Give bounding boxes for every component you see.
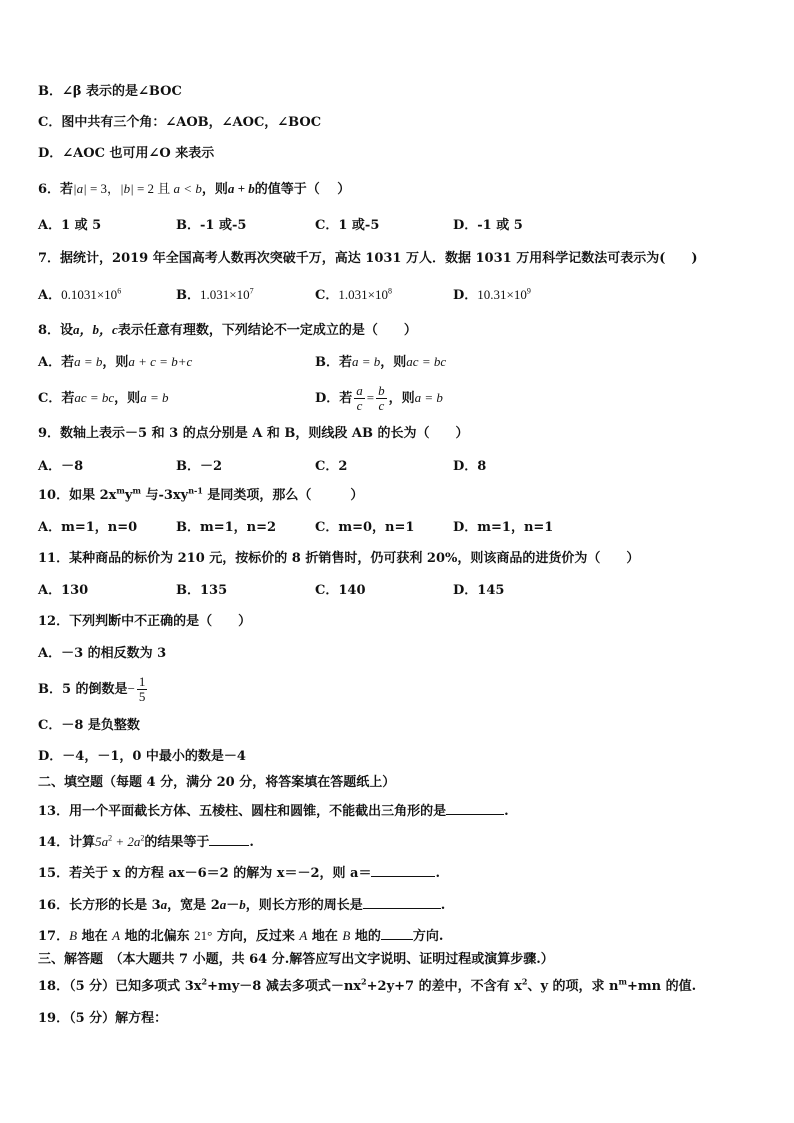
q6-expr: a + b	[227, 181, 255, 196]
q18-stem	[38, 976, 697, 995]
q9-option-b: B．－2	[176, 459, 223, 474]
q10-e2: m	[132, 485, 141, 496]
q12-b-frac	[137, 675, 148, 704]
q14-end: .	[249, 835, 254, 850]
q6-option-d: D．-1 或 5	[453, 218, 523, 233]
q5-option-c: C．图中共有三个角：∠AOB，∠AOC，∠BOC	[38, 115, 322, 130]
q7-d-exp: 9	[526, 286, 531, 296]
q12-b-pre: B．5 的倒数是	[38, 682, 128, 697]
q10-stem	[38, 485, 364, 504]
q6-cond: a < b	[173, 181, 202, 196]
q18-s1: 18．（5 分）已知多项式 3x	[38, 979, 202, 994]
q14-e1: 2	[108, 833, 113, 843]
q7-option-c	[315, 287, 392, 304]
q6-eq2: = 2 且	[133, 181, 174, 196]
q6-option-a: A．1 或 5	[38, 218, 102, 233]
q18-e3: 2	[521, 976, 528, 987]
q7-a-base: 0.1031×10	[61, 287, 118, 302]
q10-e1: m	[116, 485, 125, 496]
q16-answer-blank[interactable]	[363, 896, 441, 909]
q8-d-frac-2	[376, 384, 387, 413]
q12-b-sign: −	[127, 681, 135, 696]
q5-option-b: B．∠β 表示的是∠BOC	[38, 84, 182, 99]
q12-b-den: 5	[138, 689, 146, 704]
q7-c-exp: 8	[387, 286, 392, 296]
q5-option-d: D．∠AOC 也可用∠O 来表示	[38, 146, 215, 161]
q18-s5: +mn 的值.	[626, 979, 697, 994]
q7-b-exp: 7	[249, 286, 254, 296]
q13-answer-blank[interactable]	[446, 802, 504, 815]
q16-end: .	[440, 898, 446, 913]
q6-post: 的值等于（ ）	[254, 182, 351, 197]
q7-option-a	[38, 287, 121, 304]
q8-c-pre: C．若	[38, 391, 75, 406]
q8-a-res: a + c = b+c	[128, 354, 193, 369]
q8-option-b	[315, 354, 446, 371]
q8-b-pre: B．若	[315, 355, 352, 370]
q8-c-res: a = b	[140, 390, 169, 405]
q7-d-label: D．	[453, 288, 478, 303]
q8-a-cond: a = b	[74, 354, 103, 369]
q17-stem	[38, 927, 443, 945]
q14-e2: 2	[140, 833, 145, 843]
q13-stem	[38, 802, 509, 820]
q17-a2: A	[299, 928, 308, 943]
q16-post: ，则长方形的周长是	[245, 898, 363, 913]
q6-stem	[38, 181, 350, 198]
q7-a-label: A．	[38, 288, 62, 303]
q10-option-c: C．m=0，n=1	[315, 520, 415, 535]
q10-s1: 10．如果 2x	[38, 488, 117, 503]
q16-mid: ，宽是 2	[167, 898, 220, 913]
q16-v2: a	[219, 897, 227, 912]
q16-v3: b	[239, 897, 246, 912]
q17-t4: 地在	[307, 929, 343, 944]
q16-stem	[38, 896, 445, 914]
q11-option-b: B．135	[176, 583, 228, 598]
q11-option-c: C．140	[315, 583, 366, 598]
q16-minus: －	[226, 898, 240, 913]
q8-a-pre: A．若	[38, 355, 75, 370]
q8-d-mid: ，则	[388, 391, 415, 406]
q8-option-c	[38, 390, 168, 407]
q16-v1: a	[160, 897, 168, 912]
q19-stem: 19．（5 分）解方程：	[38, 1011, 168, 1026]
q10-s3: 与-3xy	[140, 488, 189, 503]
q17-b1: B	[69, 928, 78, 943]
q17-answer-blank[interactable]	[381, 927, 413, 940]
q7-b-base: 1.031×10	[200, 287, 250, 302]
section-2-heading: 二、填空题（每题 4 分，满分 20 分，将答案填在答题纸上）	[38, 775, 396, 790]
q8-d-frac-1	[354, 384, 365, 413]
q8-d-num-1: a	[356, 383, 363, 398]
q7-option-b	[176, 287, 254, 304]
q12-option-d: D．－4，－1，0 中最小的数是－4	[38, 749, 246, 764]
q12-b-num: 1	[138, 674, 146, 689]
q17-t5: 地的	[350, 929, 381, 944]
q8-b-res: ac = bc	[406, 354, 447, 369]
q12-stem: 12．下列判断中不正确的是（ ）	[38, 614, 252, 629]
q17-pre: 17．	[38, 929, 70, 944]
q10-s4: 是同类项，那么（ ）	[202, 488, 364, 503]
q7-b-label: B．	[176, 288, 200, 303]
q8-c-cond: ac = bc	[74, 390, 115, 405]
q8-d-num-2: b	[378, 383, 385, 398]
q8-stem	[38, 322, 417, 339]
q8-b-mid: ，则	[380, 355, 407, 370]
q6-option-c: C．1 或-5	[315, 218, 380, 233]
q8-option-d	[315, 380, 443, 417]
q7-option-d	[453, 287, 531, 304]
q6-eq1: = 3，	[86, 181, 121, 196]
q6-mid: ，则	[201, 182, 228, 197]
q12-option-a: A．－3 的相反数为 3	[38, 646, 167, 661]
q10-option-d: D．m=1，n=1	[453, 520, 554, 535]
q7-c-label: C．	[315, 288, 339, 303]
q6-abs-a: |a|	[73, 181, 87, 196]
q8-option-a	[38, 354, 192, 371]
q18-s3: +2y+7 的差中，不含有 x	[366, 979, 522, 994]
q14-pre: 14．计算	[38, 835, 96, 850]
q7-stem: 7．据统计，2019 年全国高考人数再次突破千万，高达 1031 万人．数据 1031 万用科学记数法可表示为( )	[38, 251, 698, 266]
q8-stem-pre: 8．设	[38, 323, 74, 338]
q6-pre: 6．若	[38, 182, 74, 197]
q9-option-d: D．8	[453, 459, 487, 474]
q9-option-a: A．－8	[38, 459, 84, 474]
q6-abs-b: |b|	[120, 181, 134, 196]
q14-stem	[38, 833, 254, 851]
q8-a-mid: ，则	[102, 355, 129, 370]
q8-d-res: a = b	[414, 390, 443, 405]
q17-end: 方向.	[412, 929, 444, 944]
q15-text: 15．若关于 x 的方程 ax－6＝2 的解为 x＝－2，则 a＝	[38, 866, 372, 881]
q13-text: 13．用一个平面截长方体、五棱柱、圆柱和圆锥，不能截出三角形的是	[38, 804, 447, 819]
q9-stem: 9．数轴上表示－5 和 3 的点分别是 A 和 B，则线段 AB 的长为（ ）	[38, 426, 469, 441]
q17-b2: B	[342, 928, 351, 943]
q15-stem	[38, 864, 440, 882]
q8-stem-post: 表示任意有理数，下列结论不一定成立的是（ ）	[117, 323, 417, 338]
q18-e4: m	[618, 976, 627, 987]
q10-e3: n-1	[188, 485, 203, 496]
q8-d-eq: =	[366, 390, 375, 405]
q14-b1: 5a	[95, 834, 109, 849]
q15-answer-blank[interactable]	[371, 864, 435, 877]
q10-option-b: B．m=1，n=2	[176, 520, 277, 535]
q7-a-exp: 6	[117, 286, 122, 296]
q6-option-b: B．-1 或-5	[176, 218, 247, 233]
section-3-heading: 三、解答题 （本大题共 7 小题，共 64 分.解答应写出文字说明、证明过程或演算步骤.）	[38, 952, 554, 967]
q9-option-c: C．2	[315, 459, 348, 474]
q8-d-den-2: c	[378, 398, 385, 413]
q17-a1: A	[112, 928, 121, 943]
q17-deg: 21°	[194, 928, 213, 943]
q7-d-base: 10.31×10	[477, 287, 527, 302]
q10-option-a: A．m=1，n=0	[38, 520, 138, 535]
q8-b-cond: a = b	[352, 354, 381, 369]
q14-b2: + 2a	[112, 834, 141, 849]
q18-s2: +my－8 减去多项式－nx	[207, 979, 362, 994]
q18-e2: 2	[361, 976, 367, 987]
q14-answer-blank[interactable]	[209, 833, 249, 846]
q11-option-a: A．130	[38, 583, 89, 598]
q18-s4: 、y 的项，求 n	[527, 979, 619, 994]
q8-vars: a，b，c	[73, 322, 118, 337]
q18-e1: 2	[201, 976, 208, 987]
q8-d-pre: D．若	[315, 391, 353, 406]
q14-post: 的结果等于	[144, 835, 210, 850]
q12-option-b	[38, 671, 149, 708]
q8-d-den-1: c	[356, 398, 363, 413]
q17-t1: 地在	[77, 929, 113, 944]
q13-end: .	[504, 804, 509, 819]
q15-end: .	[435, 866, 441, 881]
q10-s2: y	[124, 488, 133, 503]
q11-option-d: D．145	[453, 583, 505, 598]
q17-t3: 方向，反过来	[212, 929, 300, 944]
q16-pre: 16．长方形的长是 3	[38, 898, 161, 913]
q8-c-mid: ，则	[114, 391, 141, 406]
q17-t2: 地的北偏东	[120, 929, 195, 944]
q11-stem: 11．某种商品的标价为 210 元，按标价的 8 折销售时，仍可获利 20%，则该商品的进货价为（ ）	[38, 551, 640, 566]
q7-c-base: 1.031×10	[338, 287, 388, 302]
q12-option-c: C．－8 是负整数	[38, 718, 140, 733]
